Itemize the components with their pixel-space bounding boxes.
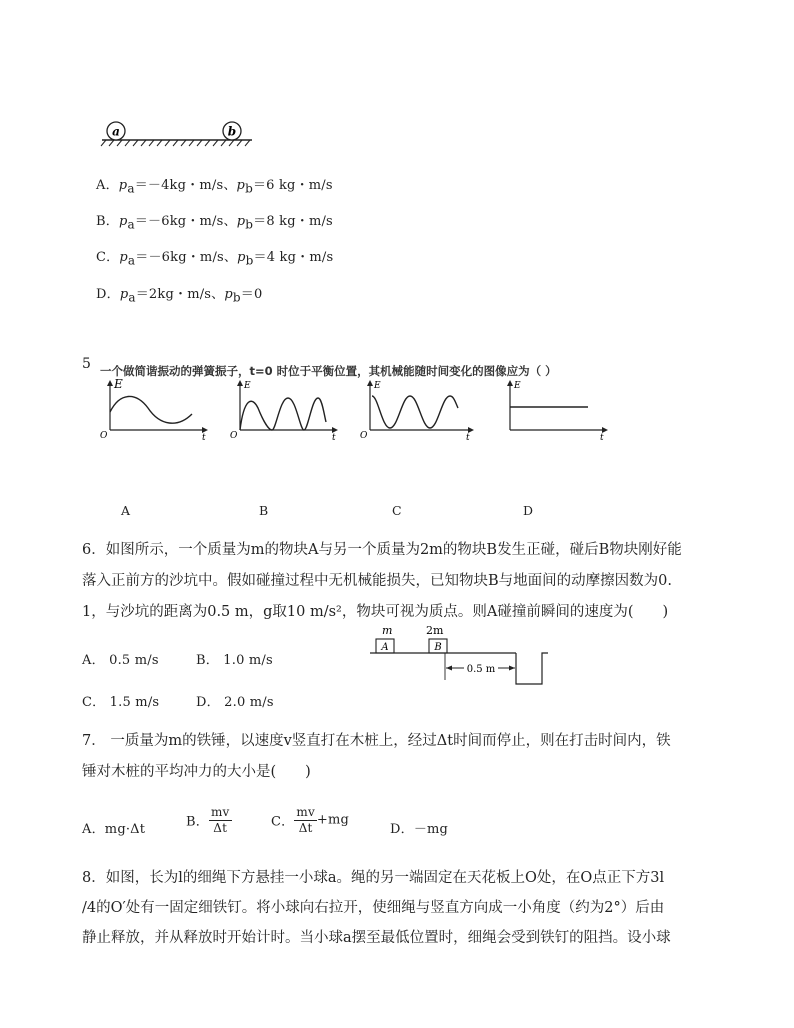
q7-option-d[interactable]: D．－mg bbox=[390, 822, 449, 837]
q5-question-text: 一个做简谐振动的弹簧振子，t=0 时位于平衡位置，其机械能随时间变化的图像应为（ ） bbox=[100, 364, 557, 378]
option-letter: B． bbox=[186, 814, 209, 830]
mass-m-label: m bbox=[382, 624, 393, 637]
q5-graph-b bbox=[228, 378, 340, 440]
pa-symbol: p bbox=[119, 250, 128, 265]
pb-symbol: p bbox=[236, 214, 246, 229]
q7-option-b[interactable] bbox=[186, 806, 232, 834]
pa-value: ＝－6kg・m/s、 bbox=[134, 214, 237, 229]
pa-subscript: a bbox=[128, 290, 136, 305]
pb-value: ＝4 kg・m/s bbox=[253, 250, 334, 265]
fraction-denominator: Δt bbox=[213, 820, 228, 835]
pa-value: ＝－4kg・m/s、 bbox=[134, 178, 237, 193]
option-letter: C． bbox=[271, 814, 295, 830]
pb-symbol: p bbox=[237, 250, 246, 265]
q7-option-c[interactable] bbox=[271, 806, 349, 834]
pa-subscript: a bbox=[127, 217, 135, 232]
q4-option-a[interactable] bbox=[96, 174, 333, 196]
q5-graph-c bbox=[358, 378, 476, 440]
q5-choice-a[interactable]: A bbox=[121, 503, 131, 518]
q4-option-b[interactable] bbox=[96, 210, 333, 232]
q6-line-2: 落入正前方的沙坑中。假如碰撞过程中无机械能损失，已知物块B与地面间的动摩擦因数为0. bbox=[82, 573, 672, 589]
q7-option-a[interactable]: A．mg·Δt bbox=[82, 822, 146, 837]
q8-line-2: /4的O′处有一固定细铁钉。将小球向右拉开，使细绳与竖直方向成一小角度（约为2°）后由 bbox=[82, 900, 665, 916]
fraction-numerator: mv bbox=[210, 805, 230, 819]
axis-e-label: E bbox=[244, 381, 251, 391]
axis-t-label: t bbox=[600, 433, 604, 440]
q8-line-1: 8．如图，长为l的细绳下方悬挂一小球a。绳的另一端固定在天花板上O处，在O点正下方3l bbox=[82, 870, 665, 886]
pb-subscript: b bbox=[245, 253, 254, 268]
pb-symbol: p bbox=[236, 178, 246, 193]
q8-line-3: 静止释放，并从释放时开始计时。当小球a摆至最低位置时，细绳会受到铁钉的阻挡。设小球 bbox=[82, 930, 671, 946]
q5-graph-d bbox=[498, 378, 610, 440]
pb-value: ＝6 kg・m/s bbox=[252, 178, 333, 193]
q5-choice-c[interactable]: C bbox=[392, 503, 402, 518]
origin-label: O bbox=[100, 431, 108, 440]
ball-b-label: b bbox=[227, 124, 237, 139]
origin-label: O bbox=[230, 431, 238, 440]
option-tail: +mg bbox=[316, 812, 350, 828]
q5-graph-a bbox=[98, 378, 210, 440]
pa-symbol: p bbox=[118, 214, 128, 229]
pb-subscript: b bbox=[232, 290, 241, 305]
origin-label: O bbox=[360, 431, 368, 440]
pa-subscript: a bbox=[127, 253, 136, 268]
q6-line-1: 6．如图所示，一个质量为m的物块A与另一个质量为2m的物块B发生正碰，碰后B物块刚好能 bbox=[82, 542, 682, 558]
q4-option-c[interactable] bbox=[96, 246, 333, 268]
pb-symbol: p bbox=[224, 287, 233, 302]
axis-e-label: E bbox=[114, 378, 123, 391]
q6-block-figure bbox=[368, 622, 558, 688]
q6-line-3: 1，与沙坑的距离为0.5 m，g取10 m/s²，物块可视为质点。则A碰撞前瞬间的速度为( ) bbox=[82, 604, 669, 620]
option-letter: A． bbox=[96, 178, 119, 193]
axis-e-label: E bbox=[514, 381, 521, 391]
q6-option-b[interactable]: B． 1.0 m/s bbox=[196, 653, 273, 668]
axis-t-label: t bbox=[466, 433, 470, 440]
axis-t-label: t bbox=[202, 433, 206, 440]
pa-subscript: a bbox=[127, 181, 135, 196]
fraction-mv-over-dt bbox=[294, 806, 317, 834]
option-letter: B． bbox=[96, 214, 119, 229]
q7-line-2: 锤对木桩的平均冲力的大小是( ) bbox=[82, 764, 311, 780]
fraction-denominator: Δt bbox=[298, 820, 313, 835]
q5-choice-d[interactable]: D bbox=[523, 503, 534, 518]
option-letter: C． bbox=[96, 250, 120, 265]
q4-option-d[interactable] bbox=[96, 283, 262, 305]
pb-value: ＝0 bbox=[240, 287, 263, 302]
distance-label: 0.5 m bbox=[466, 664, 496, 675]
q7-line-1: 7． 一质量为m的铁锤，以速度v竖直打在木桩上，经过Δt时间而停止，则在打击时间内，铁 bbox=[82, 733, 671, 749]
q6-option-a[interactable]: A． 0.5 m/s bbox=[82, 653, 159, 668]
fraction-numerator: mv bbox=[296, 805, 315, 819]
q4-ball-figure bbox=[96, 118, 258, 148]
mass-2m-label: 2m bbox=[426, 624, 444, 637]
pa-symbol: p bbox=[118, 178, 128, 193]
fraction-mv-over-dt bbox=[209, 806, 232, 834]
axis-t-label: t bbox=[332, 433, 336, 440]
q6-option-d[interactable]: D． 2.0 m/s bbox=[196, 695, 274, 710]
q5-choice-b[interactable]: B bbox=[259, 503, 269, 518]
pb-subscript: b bbox=[245, 181, 253, 196]
pb-value: ＝8 kg・m/s bbox=[253, 214, 333, 229]
ball-a-label: a bbox=[112, 124, 120, 139]
option-letter: D． bbox=[96, 287, 120, 302]
q5-number: 5 bbox=[82, 356, 91, 372]
pa-symbol: p bbox=[119, 287, 129, 302]
axis-e-label: E bbox=[374, 381, 381, 391]
block-a-label: A bbox=[381, 642, 389, 653]
q6-option-c[interactable]: C． 1.5 m/s bbox=[82, 695, 160, 710]
pa-value: ＝－6kg・m/s、 bbox=[135, 250, 238, 265]
pb-subscript: b bbox=[245, 217, 254, 232]
pa-value: ＝2kg・m/s、 bbox=[135, 287, 225, 302]
block-b-label: B bbox=[434, 642, 442, 653]
